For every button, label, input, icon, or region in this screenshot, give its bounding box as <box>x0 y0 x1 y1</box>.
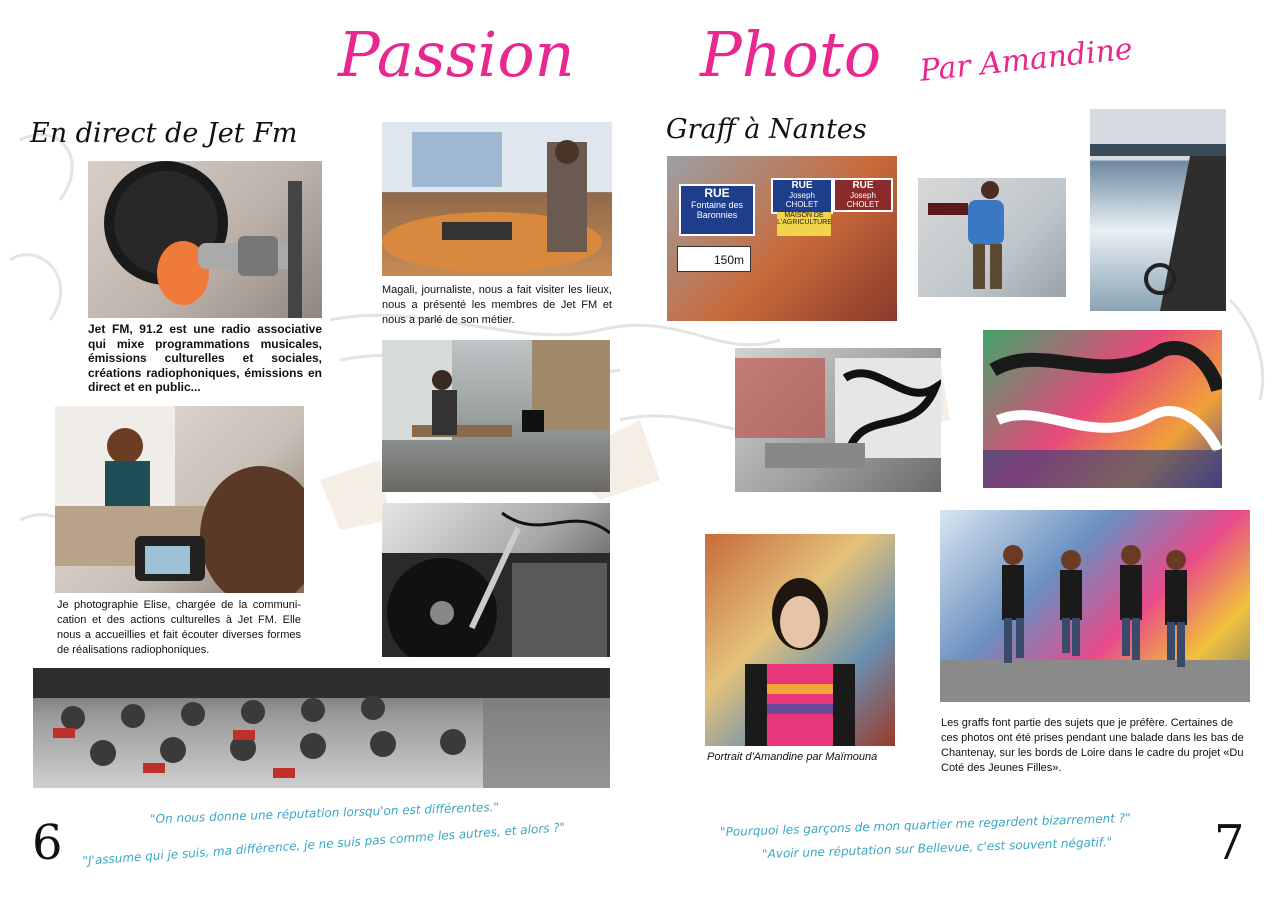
page-number-right: 7 <box>1214 815 1245 871</box>
elise-caption: Je photographie Elise, chargée de la communi-cation et des actions culturelles à Jet FM. Elle nous a accueillies et fait écouter diverses formes de réalisations radiophoniques. <box>57 599 301 656</box>
left-quote-1: "On nous donne une réputation lorsqu'on est différentes." <box>149 799 500 827</box>
right-quote-2: "Avoir une réputation sur Bellevue, c'est souvent négatif." <box>761 834 1113 862</box>
street-sign-cholet-2: RUE Joseph CHOLET <box>833 178 893 212</box>
photographer-illustration <box>55 406 304 593</box>
studio-photo <box>382 122 612 276</box>
mixing-desk-illustration <box>33 668 610 788</box>
street-sign-cholet-1: RUE Joseph CHOLET <box>771 178 833 214</box>
magali-caption: Magali, journaliste, nous a fait visiter les lieux, nous a présenté les membres de Jet FM et nous a parlé de son métier. <box>382 284 612 326</box>
studio-illustration <box>382 122 612 276</box>
graffiti-artist-photo <box>918 178 1066 297</box>
office-photo <box>382 340 610 492</box>
byline: Par Amandine <box>918 31 1135 89</box>
turntable-photo <box>382 503 610 657</box>
graffiti-artist-illustration <box>918 178 1066 297</box>
distance-sign: 150m <box>677 246 751 272</box>
jumping-girls-illustration <box>940 510 1250 702</box>
office-illustration <box>382 340 610 492</box>
street-sign-agriculture: MAISON DE L'AGRICULTURE <box>777 212 831 236</box>
portrait-photo <box>705 534 895 746</box>
section-title-jetfm: En direct de Jet Fm <box>30 118 298 149</box>
left-quote-2: "J'assume qui je suis, ma différence, je ne suis pas comme les autres, et alors ?" <box>82 820 566 868</box>
graffiti-wall-photo <box>735 348 941 492</box>
graffiti-wall-illustration <box>735 348 941 492</box>
mixing-desk-photo <box>33 668 610 788</box>
photographer-photo <box>55 406 304 593</box>
colorful-graffiti-illustration <box>983 330 1222 488</box>
graffs-caption: Les graffs font partie des sujets que je préfère. Certaines de ces photos ont été prises pendant une balade dans les bas de Chantenay, sur les bords de Loire dans le cadre du projet «Du Coté des Jeunes Filles». <box>941 717 1244 774</box>
colorful-graffiti-photo <box>983 330 1222 488</box>
title-passion: Passion <box>338 18 575 91</box>
portrait-caption: Portrait d'Amandine par Maïmouna <box>707 751 878 763</box>
section-title-graff: Graff à Nantes <box>666 114 867 145</box>
turntable-illustration <box>382 503 610 657</box>
jumping-girls-photo <box>940 510 1250 702</box>
jetfm-caption: Jet FM, 91.2 est une radio associative qui mixe programmations musicales, émissions culturelles et sociales, créations radiophoniques, émissions en direct et en public... <box>88 322 322 394</box>
street-sign-fontaine: RUE Fontaine des Baronnies <box>679 184 755 236</box>
microphone-illustration <box>88 161 322 318</box>
microphone-photo <box>88 161 322 318</box>
page-number-left: 6 <box>32 815 63 871</box>
title-photo: Photo <box>700 18 882 91</box>
river-illustration <box>1090 109 1226 311</box>
right-quote-1: "Pourquoi les garçons de mon quartier me regardent bizarrement ?" <box>719 810 1131 840</box>
street-signs-photo <box>667 156 897 321</box>
river-photo <box>1090 109 1226 311</box>
portrait-illustration <box>705 534 895 746</box>
